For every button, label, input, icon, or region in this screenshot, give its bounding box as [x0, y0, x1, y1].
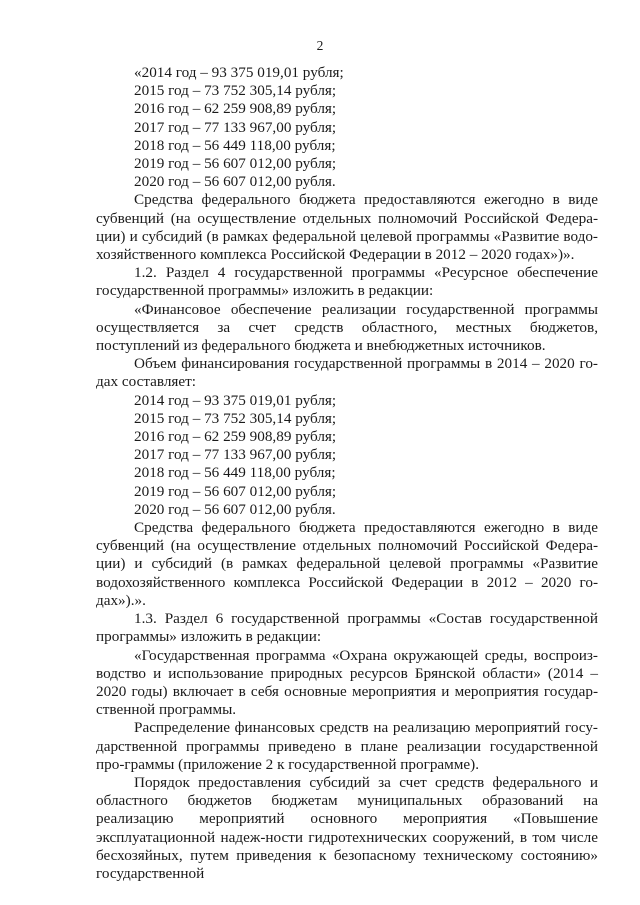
funding-line-2018: 2018 год – 56 449 118,00 рубля;: [134, 136, 336, 154]
funding-line-2014: «2014 год – 93 375 019,01 рубля;: [134, 64, 344, 81]
funding-line-2015: 2015 год – 73 752 305,14 рубля;: [134, 82, 337, 100]
funding-line-2019: 2019 год – 56 607 012,00 рубля;: [134, 155, 337, 173]
funding-line-2019: 2019 год – 56 607 012,00 рубля;: [134, 482, 337, 500]
funding-line-2014: 2014 год – 93 375 019,01 рубля;: [134, 391, 337, 409]
funding-line-2018: 2018 год – 56 449 118,00 рубля;: [134, 464, 336, 482]
distribution-paragraph: Распределение финансовых средств на реализацию мероприятий госу-дарственной программы приведено в плане реализации государственной про-граммы (приложение 2 к государственной программе).: [96, 719, 598, 773]
document-body: [96, 64, 598, 883]
funding-line-2020: 2020 год – 56 607 012,00 рубля.: [134, 173, 336, 191]
state-program-paragraph: «Государственная программа «Охрана окружающей среды, воспроиз-водство и использование природных ресурсов Брянской области» (2014 – 2020 годы) включает в себя основные мероприятия и мероприятия государ-ственной программы.: [96, 646, 598, 719]
funding-line-2017: 2017 год – 77 133 967,00 рубля;: [134, 446, 337, 464]
funding-line-2015: 2015 год – 73 752 305,14 рубля;: [134, 409, 337, 427]
funding-line-2016: 2016 год – 62 259 908,89 рубля;: [134, 428, 337, 446]
funding-volume-paragraph: Объем финансирования государственной программы в 2014 – 2020 го-дах составляет:: [96, 355, 598, 391]
page-number: 2: [316, 38, 324, 53]
funding-line-2016: 2016 год – 62 259 908,89 рубля;: [134, 100, 337, 118]
funding-by-year-list-2: [96, 392, 598, 519]
financial-support-paragraph: «Финансовое обеспечение реализации государственной программы осуществляется за счет средств областного, местных бюджетов, поступлений из федерального бюджета и внебюджетных источников.: [96, 300, 598, 355]
subsidy-order-paragraph: Порядок предоставления субсидий за счет средств федерального и областного бюджетов бюджетам муниципальных образований на реализацию мероприятий основного мероприятия «Повышение эксплуатационной надеж-ности гидротехнических сооружений, в том числе бесхозяйных, путем приведения к безопасному техническому состоянию» государственной: [96, 773, 598, 882]
section-1-3-paragraph: 1.3. Раздел 6 государственной программы «Состав государственной программы» изложить в редакции:: [96, 610, 598, 646]
funding-line-2017: 2017 год – 77 133 967,00 рубля;: [134, 118, 337, 136]
federal-budget-paragraph-2: Средства федерального бюджета предоставляются ежегодно в виде субвенций (на осуществление отдельных полномочий Российской Федера-ции) и субсидий (в рамках федеральной целевой программы «Развитие водохозяйственного комплекса Российской Федерации в 2012 – 2020 го-дах»).».: [96, 519, 598, 609]
federal-budget-paragraph-1: Средства федерального бюджета предоставляются ежегодно в виде субвенций (на осуществление отдельных полномочий Российской Федера-ции) и субсидий (в рамках федеральной целевой программы «Развитие водо-хозяйственного комплекса Российской Федерации в 2012 – 2020 годах»)».: [96, 191, 598, 264]
funding-by-year-list-1: [96, 64, 598, 191]
section-1-2-paragraph: 1.2. Раздел 4 государственной программы «Ресурсное обеспечение государственной программы» изложить в редакции:: [96, 264, 598, 300]
funding-line-2020: 2020 год – 56 607 012,00 рубля.: [134, 500, 336, 518]
